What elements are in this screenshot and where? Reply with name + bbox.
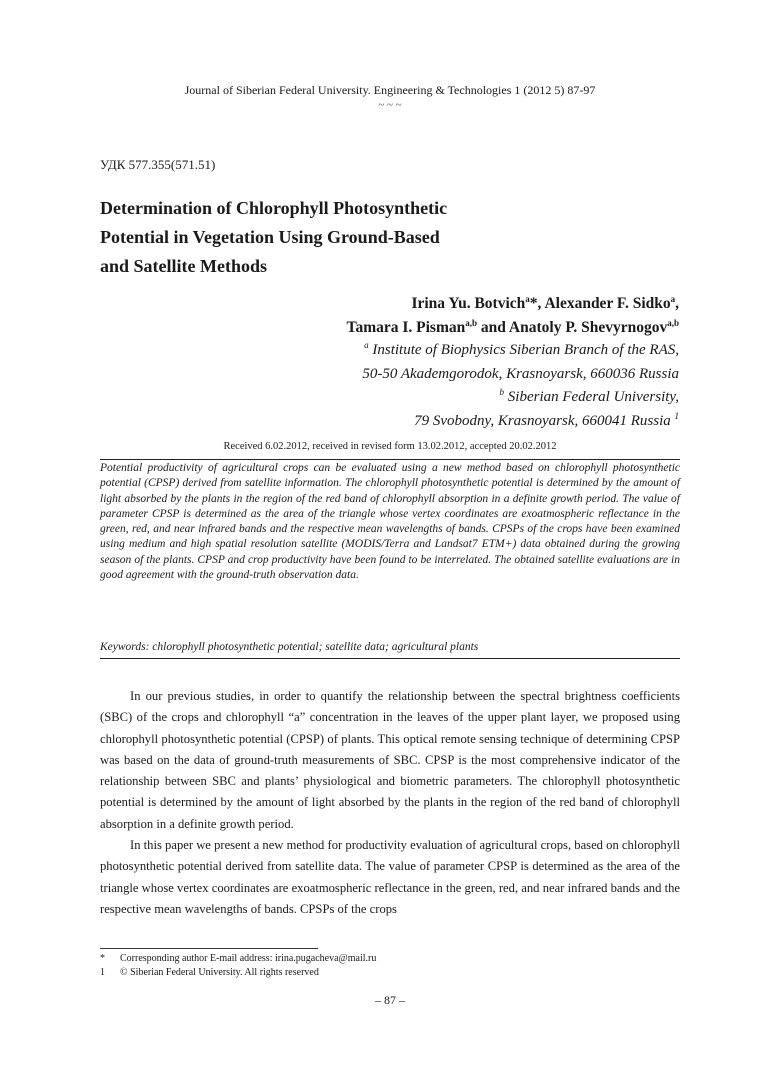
footnote-mark: 1 bbox=[100, 966, 105, 978]
abstract-top-rule bbox=[100, 459, 680, 460]
journal-header: Journal of Siberian Federal University. Engineering & Technologies 1 (2012 5) 87-97 bbox=[184, 83, 596, 97]
author-affiliation-mark: a,b bbox=[667, 317, 679, 328]
paragraph: In this paper we present a new method for productivity evaluation of agricultural crops, based on chlorophyll photosynthetic potential derived from satellite data. The value of parameter CPSP is determined as the area of the triangle whose vertex coordinates are exoatmospheric reflectance in the green, red, and near infrared bands and the respective mean wavelengths of bands. CPSPs of the crops bbox=[100, 838, 680, 916]
author-name: Alexander F. Sidko bbox=[544, 295, 671, 312]
title-line: Potential in Vegetation Using Ground-Based bbox=[100, 227, 440, 247]
author-affiliation-mark: a bbox=[670, 293, 676, 304]
affiliation-mark: b bbox=[499, 387, 505, 397]
received-dates: Received 6.02.2012, received in revised form 13.02.2012, accepted 20.02.2012 bbox=[223, 441, 557, 452]
paragraph: In our previous studies, in order to quantify the relationship between the spectral brightness coefficients (SBC) of the crops and chlorophyll “a” concentration in the leaves of the upper plant layer, we proposed using chlorophyll photosynthetic potential (CPSP) of plants. This optical remote sensing technique of determining CPSP was based on the data of ground-truth measurements of SBC. CPSP is the most comprehensive indicator of the relationship between SBC and plants’ physiological and biometric parameters. The chlorophyll photosynthetic potential is determined by the amount of light absorbed by the plants in the region of the red band of chlorophyll absorption in a definite growth period. bbox=[100, 689, 680, 831]
affiliation-text: 79 Svobodny, Krasnoyarsk, 660041 Russia bbox=[414, 412, 671, 429]
affiliation-text: Siberian Federal University, bbox=[507, 389, 679, 405]
affiliation-text: Institute of Biophysics Siberian Branch of the RAS, bbox=[372, 342, 679, 358]
footnote bbox=[100, 966, 680, 980]
author-list bbox=[119, 292, 679, 340]
author-affiliation-mark: a bbox=[525, 293, 530, 304]
footnote bbox=[100, 952, 680, 966]
author-line bbox=[119, 292, 679, 316]
body-text bbox=[100, 686, 680, 920]
affiliation-line bbox=[119, 410, 679, 434]
affiliation-mark: a bbox=[364, 340, 369, 350]
author-line bbox=[119, 316, 679, 340]
udk-code: УДК 577.355(571.51) bbox=[100, 157, 216, 172]
author-name: Anatoly P. Shevyrnogov bbox=[508, 319, 668, 336]
affiliation-list bbox=[119, 339, 679, 433]
author-separator: , bbox=[675, 295, 679, 312]
copyright-footnote-mark: 1 bbox=[674, 410, 679, 421]
affiliation-line bbox=[119, 363, 679, 387]
footnote-rule bbox=[100, 948, 318, 949]
title-line: Determination of Chlorophyll Photosynthetic bbox=[100, 198, 448, 218]
affiliation-line bbox=[119, 386, 679, 410]
author-conjunction: and bbox=[480, 319, 506, 336]
title-line: and Satellite Methods bbox=[100, 256, 268, 276]
abstract-bottom-rule bbox=[100, 658, 680, 659]
corresponding-mark: *, bbox=[529, 295, 542, 312]
keywords: Keywords: chlorophyll photosynthetic potential; satellite data; agricultural plants bbox=[100, 641, 479, 653]
abstract: Potential productivity of agricultural crops can be evaluated using a new method based on chlorophyll photosynthetic potential (CPSP) derived from satellite information. The chlorophyll photosynthetic potential is determined by the amount of light absorbed by the plants in the region of the red band of chlorophyll absorption in a definite growth period. The value of parameter CPSP is determined as the area of the triangle whose vertex coordinates are exoatmospheric reflectance in the green, red, and near infrared bands and the respective mean wavelengths of bands. CPSPs of the crops have been examined using medium and high spatial resolution satellite (MODIS/Terra and Landsat7 ETM+) data obtained during the growing season of the plants. CPSP and crop productivity have been found to be interrelated. The obtained satellite evaluations are in good agreement with the ground-truth observation data. bbox=[100, 462, 680, 582]
author-name: Irina Yu. Botvich bbox=[411, 295, 526, 312]
affiliation-text: 50-50 Akademgorodok, Krasnoyarsk, 660036 Russia bbox=[362, 365, 679, 382]
affiliation-line bbox=[119, 339, 679, 363]
footnote-mark: * bbox=[100, 953, 105, 964]
paper-title bbox=[100, 194, 520, 281]
header-ornament: ~ ~ ~ bbox=[378, 99, 402, 111]
author-name: Tamara I. Pisman bbox=[346, 319, 466, 336]
footnote-text: © Siberian Federal University. All rights reserved bbox=[120, 966, 319, 978]
footnotes bbox=[100, 952, 680, 979]
author-affiliation-mark: a,b bbox=[465, 317, 477, 328]
footnote-text: Corresponding author E-mail address: irina.pugacheva@mail.ru bbox=[120, 953, 377, 964]
page-number: – 87 – bbox=[375, 993, 405, 1007]
